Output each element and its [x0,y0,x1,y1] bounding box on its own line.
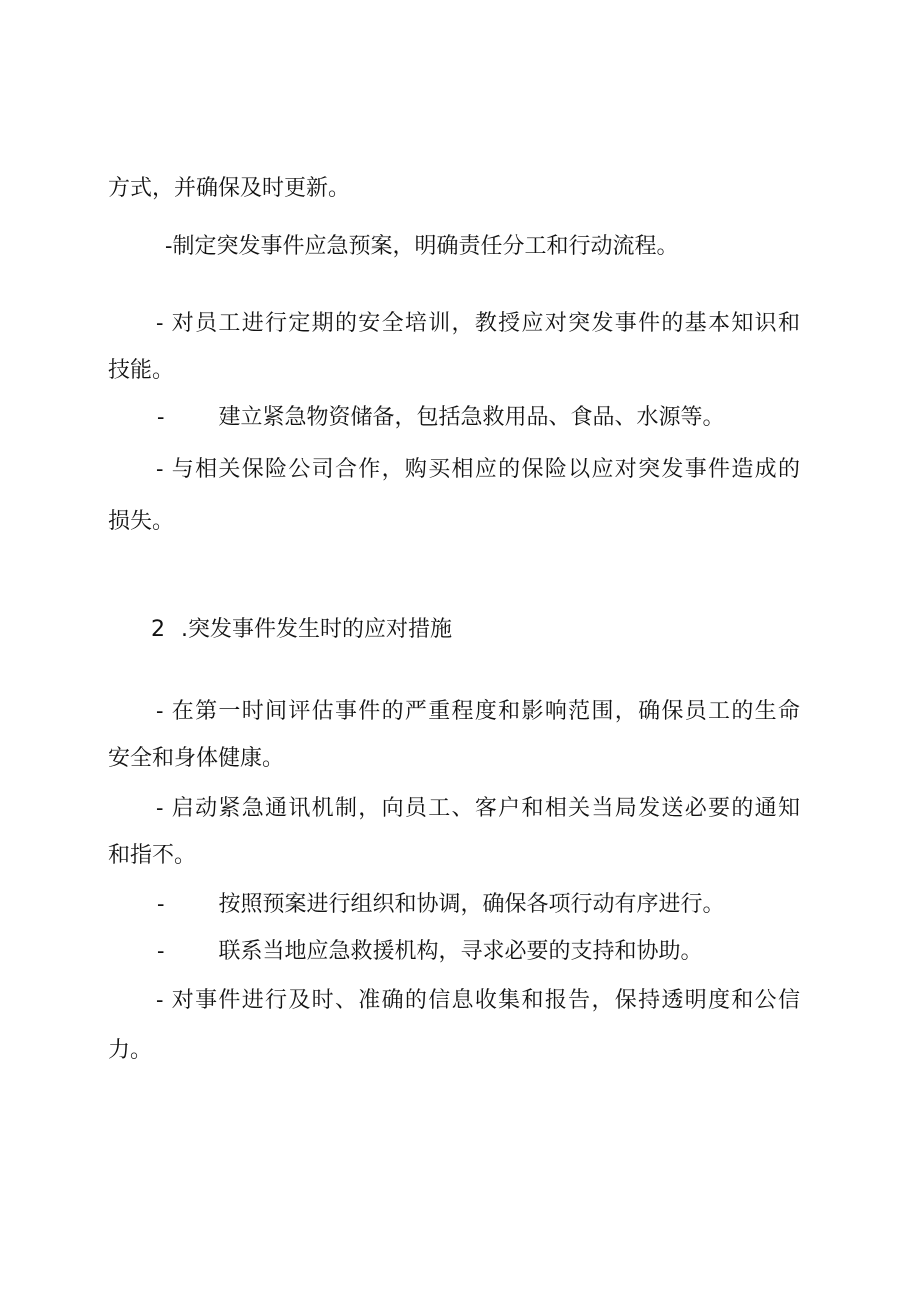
bullet-dash: - [157,892,165,917]
bullet-dash: - [156,988,164,1013]
prep-item-1-text: 制定突发事件应急预案，明确责任分工和行动流程。 [172,234,679,259]
prep-item-2-line1 [108,309,800,339]
response-item-3 [157,890,724,920]
response-item-3-text: 按照预案进行组织和协调，确保各项行动有序进行。 [218,892,725,917]
section-number: 2 [151,617,165,642]
bullet-dash: - [165,234,173,259]
response-item-1-line2: 安全和身体健康。 [108,746,285,771]
response-item-1-text-1: 在第一时间评估事件的严重程度和影响范围，确保员工的生命 [171,699,800,724]
prep-item-3 [157,403,724,433]
prep-item-1 [165,232,678,262]
response-item-2-text-1: 启动紧急通讯机制，向员工、客户和相关当局发送必要的通知 [171,796,800,821]
response-item-4-text: 联系当地应急救援机构，寻求必要的支持和协助。 [218,939,703,964]
section-heading [151,615,452,645]
prep-item-2-text-1: 对员工进行定期的安全培训，教授应对突发事件的基本知识和 [171,311,800,336]
response-item-5-text-1: 对事件进行及时、准确的信息收集和报告，保持透明度和公信 [171,988,800,1013]
bullet-dash: - [156,699,164,724]
bullet-dash: - [156,457,164,482]
response-item-5-line2: 力。 [108,1038,153,1063]
prep-item-2-line2: 技能。 [108,358,175,383]
bullet-dash: - [157,939,165,964]
bullet-dash: - [157,405,165,430]
section-title: .突发事件发生时的应对措施 [181,617,452,642]
bullet-dash: - [156,311,164,336]
response-item-4 [157,937,702,967]
response-item-5-line1 [108,986,800,1016]
prep-item-4-line2: 损失。 [108,509,175,534]
continuation-text: 方式，并确保及时更新。 [108,176,351,201]
response-item-2-line2: 和指不。 [108,843,197,868]
prep-item-4-line1 [108,455,800,485]
response-item-2-line1 [108,794,800,824]
bullet-dash: - [156,796,164,821]
prep-item-4-text-1: 与相关保险公司合作，购买相应的保险以应对突发事件造成的 [171,457,800,482]
response-item-1-line1 [108,697,800,727]
prep-item-3-text: 建立紧急物资储备，包括急救用品、食品、水源等。 [218,405,725,430]
